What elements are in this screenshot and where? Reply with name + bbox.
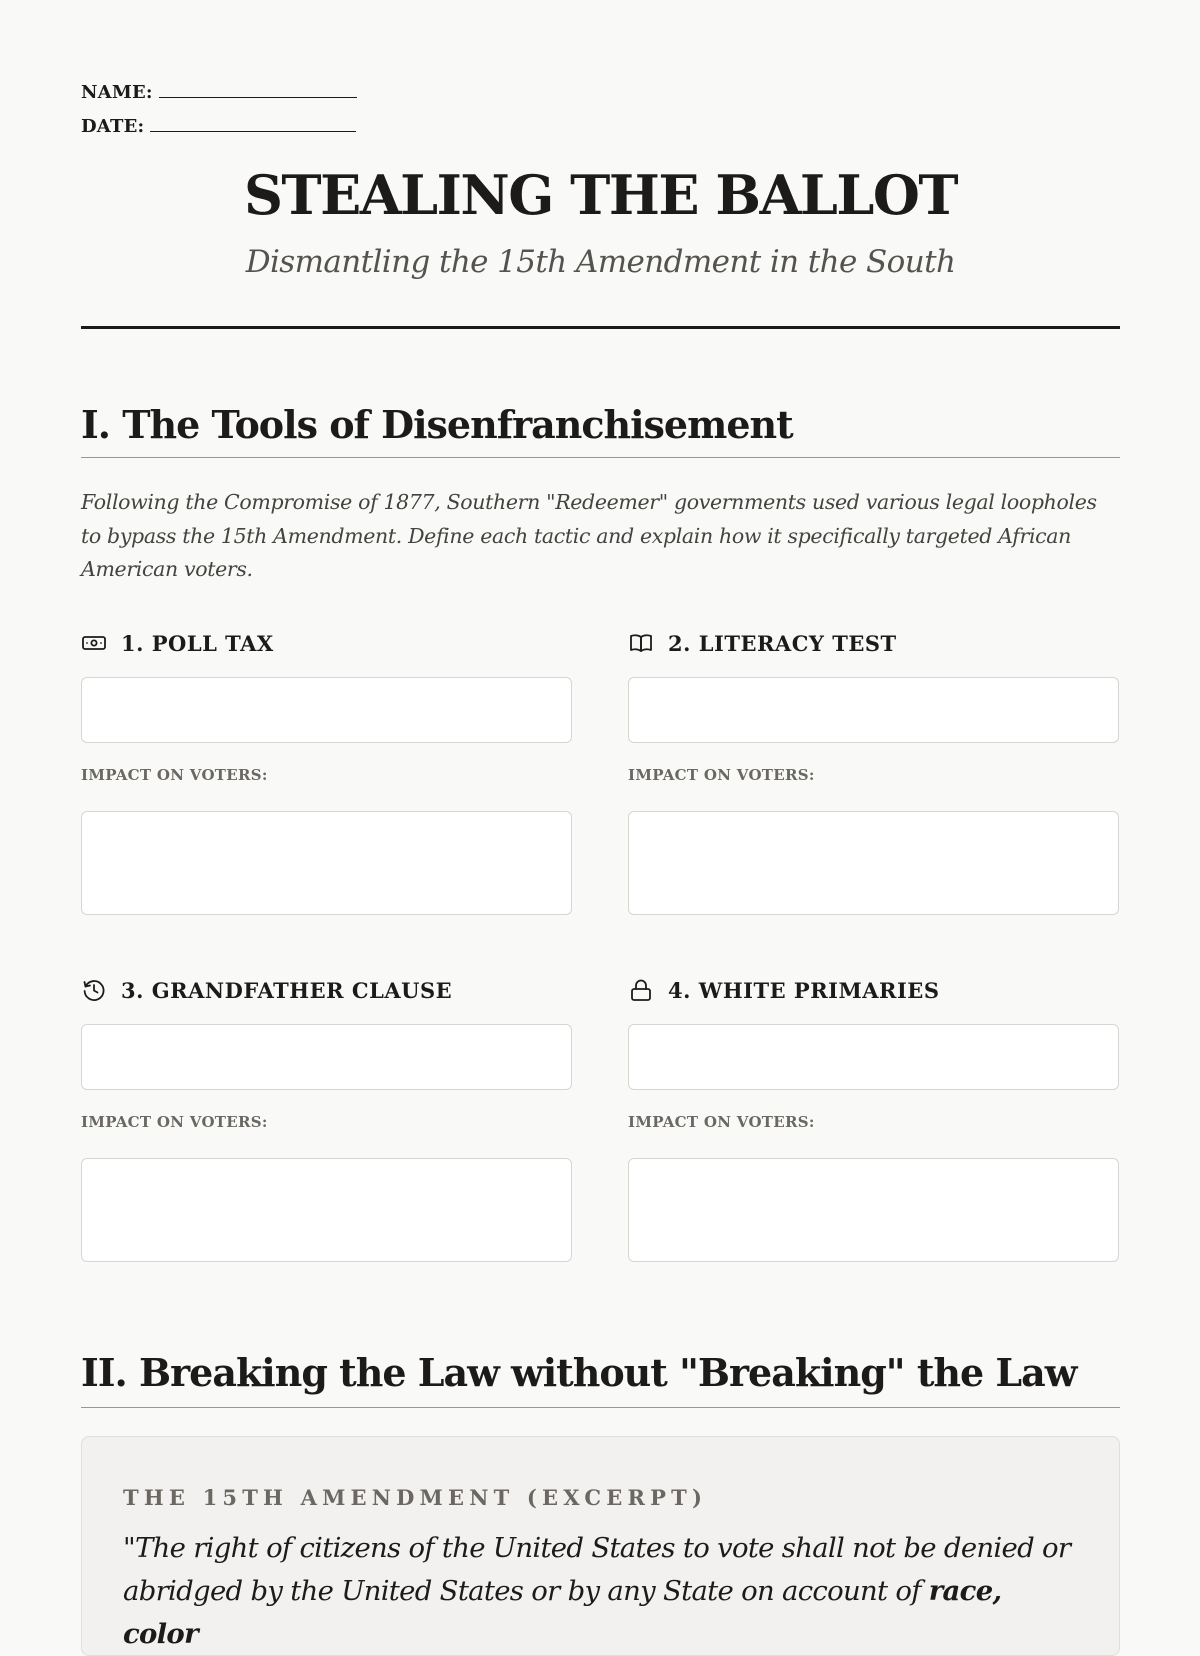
section-heading-breaking-law: II. Breaking the Law without "Breaking" the Law	[81, 1350, 1077, 1395]
money-icon	[81, 630, 107, 656]
amendment-excerpt-box	[81, 1436, 1120, 1656]
lock-icon	[628, 977, 654, 1003]
quote-emphasis: race, color	[123, 1575, 1002, 1650]
impact-answer-box[interactable]	[81, 811, 572, 915]
worksheet-page	[81, 0, 1120, 1650]
definition-answer-box[interactable]	[628, 677, 1119, 743]
tactic-header	[81, 629, 274, 657]
impact-answer-box[interactable]	[628, 811, 1119, 915]
history-icon	[81, 977, 107, 1003]
impact-label: IMPACT ON VOTERS:	[81, 766, 268, 784]
tactic-label: 4. WHITE PRIMARIES	[668, 977, 940, 1003]
page-title: STEALING THE BALLOT	[243, 163, 958, 227]
name-blank[interactable]	[159, 83, 357, 98]
page-subtitle: Dismantling the 15th Amendment in the South	[245, 244, 956, 280]
title-divider	[81, 326, 1120, 329]
date-label: DATE:	[81, 116, 145, 137]
section-intro: Following the Compromise of 1877, Southern "Redeemer" governments used various legal loopholes to bypass the 15th Amendment. Define each tactic and explain how it specifically targeted African American voters.	[81, 490, 1097, 581]
impact-label: IMPACT ON VOTERS:	[628, 1113, 815, 1131]
quote-text: "The right of citizens of the United States to vote shall not be denied or abridged by the United States or by any State on account of	[123, 1532, 1071, 1607]
tactic-header	[81, 976, 452, 1004]
tactic-header	[628, 976, 939, 1004]
tactic-label: 2. LITERACY TEST	[668, 630, 897, 656]
impact-answer-box[interactable]	[81, 1158, 572, 1262]
date-blank[interactable]	[150, 117, 356, 132]
section-divider	[81, 457, 1120, 458]
section-divider	[81, 1407, 1120, 1408]
definition-answer-box[interactable]	[628, 1024, 1119, 1090]
impact-answer-box[interactable]	[628, 1158, 1119, 1262]
impact-label: IMPACT ON VOTERS:	[81, 1113, 268, 1131]
amendment-quote	[123, 1527, 1083, 1656]
definition-answer-box[interactable]	[81, 677, 572, 743]
amendment-title: THE 15TH AMENDMENT (EXCERPT)	[123, 1485, 708, 1510]
tactic-label: 1. POLL TAX	[121, 630, 274, 656]
date-line	[81, 116, 356, 137]
tactic-label: 3. GRANDFATHER CLAUSE	[121, 977, 453, 1003]
book-icon	[628, 630, 654, 656]
name-line	[81, 82, 357, 103]
definition-answer-box[interactable]	[81, 1024, 572, 1090]
name-label: NAME:	[81, 82, 153, 103]
impact-label: IMPACT ON VOTERS:	[628, 766, 815, 784]
section-heading-tools: I. The Tools of Disenfranchisement	[81, 402, 793, 447]
tactic-header	[628, 629, 897, 657]
